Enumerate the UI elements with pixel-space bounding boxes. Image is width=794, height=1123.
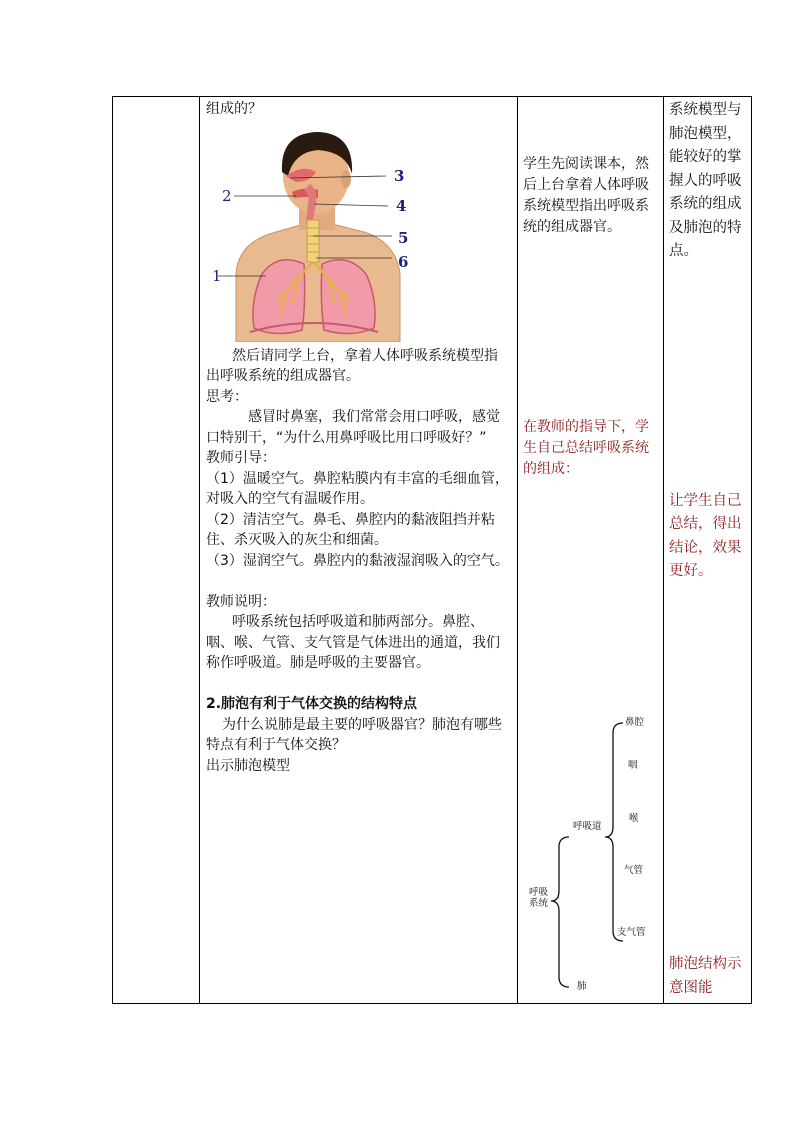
explain-text: 呼吸系统包括呼吸道和肺两部分。鼻腔、咽、喉、气管、支气管是气体进出的通道，我们称作呼吸道。肺是呼吸的主要器官。	[206, 614, 500, 671]
tree-part: 支气管	[617, 927, 646, 938]
guide-item: （1）温暖空气。鼻腔粘膜内有丰富的毛细血管，对吸入的空气有温暖作用。	[206, 470, 509, 507]
guide-item: （2）清洁空气。鼻毛、鼻腔内的黏液阻挡并粘住、杀灭吸入的灰尘和细菌。	[206, 511, 495, 548]
tree-root: 呼吸系统	[529, 887, 549, 909]
student-activity-cell	[517, 97, 663, 1003]
intro-text: 组成的？	[206, 101, 262, 117]
figure-label-2: 2	[222, 186, 232, 205]
human-respiratory-illustration	[206, 124, 426, 342]
respiratory-system-figure	[206, 124, 426, 342]
tree-airway: 呼吸道	[573, 821, 602, 832]
tree-part: 喉	[629, 813, 639, 824]
section2-show: 出示肺泡模型	[206, 757, 290, 774]
student-text-1: 学生先阅读课本，然后上台拿着人体呼吸系统模型指出呼吸系统的组成器官。	[523, 156, 649, 235]
lesson-table	[112, 96, 752, 1004]
teaching-content-cell	[199, 97, 517, 1003]
figure-label-3: 3	[394, 166, 405, 185]
tree-lung: 肺	[577, 981, 587, 992]
figure-label-6: 6	[398, 252, 409, 271]
think-label: 思考：	[206, 388, 248, 405]
tree-part: 咽	[628, 760, 638, 771]
intent-text-1: 系统模型与肺泡模型，能较好的掌握人的呼吸系统的组成及肺泡的特点。	[669, 102, 742, 259]
tree-part: 鼻腔	[625, 717, 645, 728]
think-text: 感冒时鼻塞，我们常常会用口呼吸，感觉口特别干，“为什么用鼻呼吸比用口呼吸好？”	[206, 409, 500, 446]
figure-label-1: 1	[212, 266, 222, 285]
tree-part: 气管	[624, 865, 644, 876]
section2-text: 为什么说肺是最主要的呼吸器官？肺泡有哪些特点有利于气体交换？	[206, 716, 502, 753]
explain-label: 教师说明：	[206, 593, 276, 610]
tree-brackets	[517, 709, 663, 1005]
student-text-2: 在教师的指导下，学生自己总结呼吸系统的组成：	[523, 419, 649, 477]
paragraph-model: 然后请同学上台，拿着人体呼吸系统模型指出呼吸系统的组成器官。	[206, 347, 498, 384]
guide-label: 教师引导：	[206, 450, 276, 466]
figure-label-5: 5	[398, 228, 409, 247]
design-intent-cell	[663, 97, 753, 1003]
guide-item: （3）湿润空气。鼻腔内的黏液湿润吸入的空气。	[206, 552, 509, 569]
figure-label-4: 4	[396, 196, 407, 215]
respiratory-system-tree	[517, 709, 663, 1005]
intent-text-3: 肺泡结构示意图能	[669, 956, 742, 996]
section2-title: 2.肺泡有利于气体交换的结构特点	[206, 696, 418, 712]
intent-text-2: 让学生自己总结，得出结论，效果更好。	[669, 492, 742, 579]
